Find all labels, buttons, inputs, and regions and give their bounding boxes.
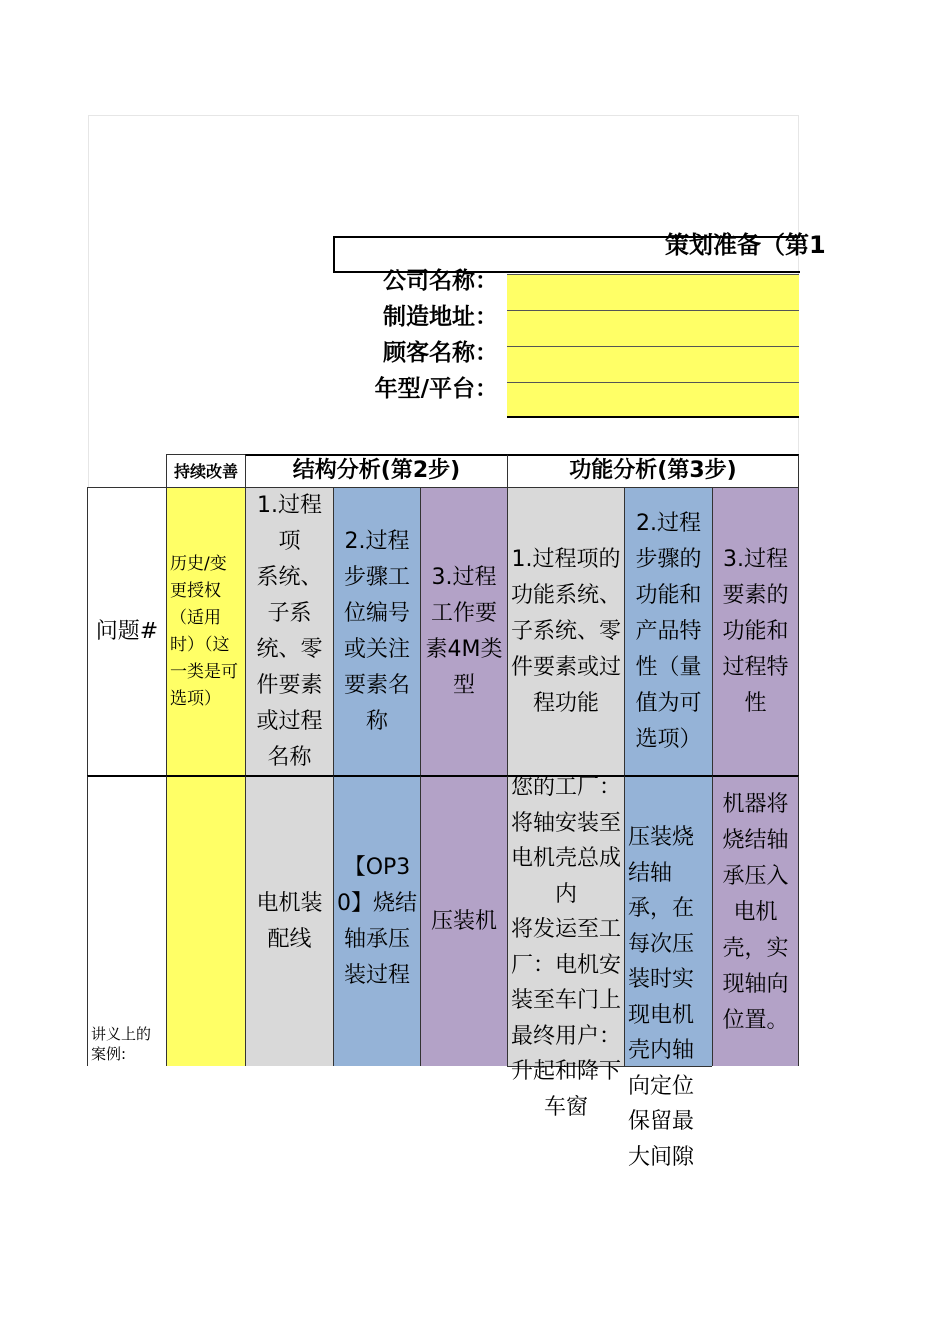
company-name-label: 公司名称： bbox=[383, 268, 498, 294]
customer-name-label: 顾客名称： bbox=[383, 340, 498, 366]
example-process-element[interactable]: 压装机 bbox=[420, 775, 508, 1067]
sheet-bottom-edge bbox=[87, 1066, 507, 1070]
function-analysis-header: 功能分析(第3步) bbox=[507, 454, 799, 488]
process-item-header: 1.过程项 系统、子系统、零件要素或过程名称 bbox=[245, 487, 334, 776]
history-change-header: 历史/变更授权（适用时）（这一类是可选项） bbox=[166, 487, 246, 776]
sheet-bottom-edge-right bbox=[712, 1066, 800, 1070]
company-name-field[interactable] bbox=[507, 274, 799, 310]
function-element-header: 3.过程要素的功能和过程特性 bbox=[712, 487, 799, 776]
model-platform-field[interactable] bbox=[507, 382, 799, 417]
example-function-item-text: 您的工厂：将轴安装至电机壳总成内 将发运至工厂：电机安装至车门上 最终用户：升起和降下车窗 bbox=[511, 775, 622, 1120]
function-step-header: 2.过程步骤的功能和产品特性（量值为可选项） bbox=[624, 487, 713, 776]
info-bottom-rule bbox=[507, 416, 799, 418]
structure-analysis-header: 结构分析(第2步) bbox=[245, 454, 508, 488]
process-step-header: 2.过程步骤工位编号或关注要素名称 bbox=[333, 487, 421, 776]
example-function-step-text: 压装烧结轴承，在每次压装时实现电机壳内轴向定位保留最大间隙 bbox=[628, 825, 695, 1170]
example-process-step[interactable]: 【OP30】烧结轴承压装过程 bbox=[333, 775, 421, 1067]
example-process-item[interactable]: 电机装配线 bbox=[245, 775, 334, 1067]
example-row-label: 讲义上的案例: bbox=[87, 775, 167, 1067]
form-title: 策划准备（第1 bbox=[665, 231, 826, 259]
function-item-header: 1.过程项的功能系统、子系统、零件要素或过程功能 bbox=[507, 487, 625, 776]
example-history-cell[interactable] bbox=[166, 775, 246, 1067]
issue-number-header: 问题# bbox=[87, 487, 167, 776]
example-function-element[interactable]: 机器将烧结轴承压入电机壳，实现轴向位置。 bbox=[712, 775, 799, 1067]
manufacturing-address-field[interactable] bbox=[507, 310, 799, 346]
customer-name-field[interactable] bbox=[507, 346, 799, 382]
continuous-improvement-header: 持续改善 bbox=[166, 454, 246, 488]
model-platform-label: 年型/平台： bbox=[374, 376, 498, 402]
manufacturing-address-label: 制造地址： bbox=[383, 304, 498, 330]
process-element-header: 3.过程工作要素4M类型 bbox=[420, 487, 508, 776]
